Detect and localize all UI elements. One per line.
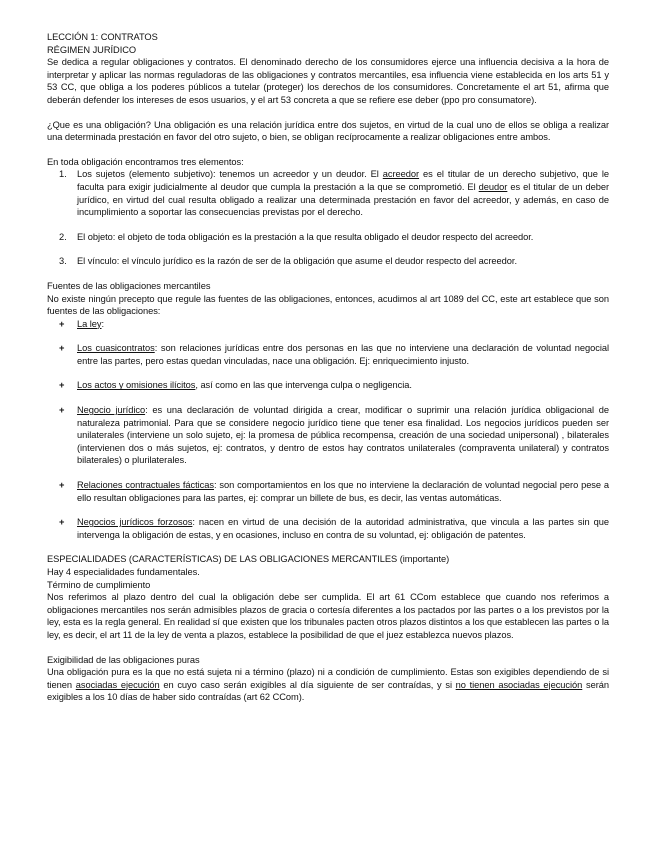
element-number: 2.	[59, 231, 67, 242]
term-paragraph: Nos referimos al plazo dentro del cual la obligación debe ser cumplida. El art 61 CCom establece que cuando nos referimos a obligaciones mercantiles nos serán admisibles plazos de gracia o cortesía diferentes a los pactados por las partes o a los previstos por la ley, esta es la regla general. En realidad sí que existen que los tribunales pacten otros plazos distintos a los que establecen las partes o la ley, es decir, el art 11 de la ley de venta a plazos, establece la posibilidad de que el juez establezca nuevos plazos.	[47, 592, 609, 640]
source-term: Los actos y omisiones ilícitos	[77, 380, 196, 391]
source-text: , así como en las que intervenga culpa o negligencia.	[195, 380, 412, 391]
element-number: 1.	[59, 169, 67, 180]
exigibility-heading: Exigibilidad de las obligaciones puras	[47, 654, 200, 665]
elements-intro: En toda obligación encontramos tres elementos:	[47, 156, 244, 167]
source-item	[47, 404, 609, 467]
term-heading: Término de cumplimiento	[47, 579, 151, 590]
lesson-title: LECCIÓN 1: CONTRATOS	[47, 32, 158, 42]
element-text: es el titular de un derecho subjetivo, que le faculta para exigir judicialmente al deudor que cumpla la prestación a la que se comprometió. El	[77, 169, 609, 192]
source-item	[47, 342, 609, 367]
exigibility-paragraph	[47, 666, 609, 704]
source-text: : nacen en virtud de una decisión de la autoridad administrativa, que vincula a las partes sin que intervenga la obligación de estas, y en ocasiones, incluso en contra de su voluntad, ej: obligación de patentes.	[77, 517, 609, 540]
source-term: La ley	[77, 318, 102, 329]
source-item	[47, 379, 609, 392]
bullet-icon: +	[59, 405, 65, 416]
source-term: Negocio jurídico	[77, 405, 146, 416]
bullet-icon: +	[59, 380, 65, 391]
term-asociadas-ejecucion: asociadas ejecución	[75, 679, 160, 690]
element-item-link	[47, 255, 609, 268]
exigibility-text: serán exigibles a los 10 días de haber sido contraídas (art 62 CCom).	[47, 679, 609, 703]
intro-paragraph: Se dedica a regular obligaciones y contratos. El denominado derecho de los consumidores ejerce una influencia decisiva a la hora de interpretar y aplicar las normas reguladoras de las obligaciones y contratos mercantiles, esa influencia viene establecida en los arts 51 y 53 CC, que obliga a los poderes públicos a tutelar (proteger) los derechos de los consumidores. Concretamente el art 51, afirma que deberán defender los intereses de esos usuarios, y el art 53 concreta a que se refiere ese deber (ppo pro consumatore).	[47, 57, 609, 105]
sources-list	[47, 318, 609, 542]
source-text: : son comportamientos en los que no interviene la declaración de voluntad negocial pero pese a ello resultan obligaciones para las partes, ej: comprar un billete de bus, es decir, las ventas automáticas.	[77, 480, 610, 503]
element-text: Los sujetos (elemento subjetivo): tenemos un acreedor y un deudor. El	[77, 169, 383, 180]
element-item-subjects	[47, 168, 609, 218]
bullet-icon: +	[59, 343, 65, 354]
sources-intro: No existe ningún precepto que regule las fuentes de las obligaciones, entonces, acudimos al art 1089 del CC, este art establece que son fuentes de las obligaciones:	[47, 293, 609, 317]
source-text: : son relaciones jurídicas entre dos personas en las que no interviene una declaración de voluntad negocial entre las partes, pero estas quedan vinculadas, nace una obligación. Ej: enriquecimiento injusto.	[77, 343, 609, 366]
special-heading: ESPECIALIDADES (CARACTERÍSTICAS) DE LAS OBLIGACIONES MERCANTILES (importante)	[47, 554, 450, 565]
source-term: Relaciones contractuales fácticas	[77, 480, 214, 491]
term-deudor: deudor	[478, 181, 508, 192]
element-item-object	[47, 231, 609, 244]
source-term: Negocios jurídicos forzosos	[77, 517, 193, 528]
special-count: Hay 4 especialidades fundamentales.	[47, 567, 200, 577]
exigibility-text: Una obligación pura es la que no está sujeta ni a término (plazo) ni a condición de cumplimiento. Estas son exigibles dependiendo de si tienen	[47, 667, 609, 690]
element-number: 3.	[59, 256, 67, 267]
elements-list	[47, 168, 609, 268]
bullet-icon: +	[59, 480, 65, 491]
exigibility-text: en cuyo caso serán exigibles al día siguiente de ser contraídas, y si	[159, 679, 456, 690]
source-item	[47, 318, 609, 331]
source-item	[47, 479, 609, 504]
source-text: : es una declaración de voluntad dirigida a crear, modificar o suprimir una relación jurídica obligacional de naturaleza patrimonial. Para que se considere negocio jurídico tiene que tener esa finalidad. Los negocios jurídicos pueden ser unilaterales (interviene un solo sujeto, ej: la promesa de pública recompensa, creación de una sociedad unipersonal) , bilaterales (intervienen dos o más sujetos, ej: contratos, y dentro de estos hay contratos unilaterales (compraventa unilateral) y contratos bilaterales) o plurilaterales.	[77, 405, 609, 466]
term-acreedor: acreedor	[382, 169, 420, 180]
source-term: Los cuasicontratos	[77, 343, 155, 354]
bullet-icon: +	[59, 318, 65, 329]
bullet-icon: +	[59, 517, 65, 528]
document-page	[47, 31, 609, 704]
element-text: El vínculo: el vínculo jurídico es la razón de ser de la obligación que asume el deudor respecto del acreedor.	[77, 256, 517, 267]
sources-heading: Fuentes de las obligaciones mercantiles	[47, 280, 211, 291]
element-text: es el titular de un deber jurídico, en virtud del cual resulta obligado a realizar una determinada prestación en favor del acreedor, y además, en caso de incumplimiento a soportar las consecuencias previstas por el derecho.	[77, 181, 609, 218]
question-paragraph: ¿Que es una obligación? Una obligación es una relación jurídica entre dos sujetos, en virtud de la cual uno de ellos se obliga a realizar una determinada prestación en favor del otro sujeto, o bien, se obligan recíprocamente a realizar obligaciones entre ambos.	[47, 119, 609, 143]
regimen-heading: RÉGIMEN JURÍDICO	[47, 44, 137, 55]
source-text: :	[101, 318, 105, 329]
source-item	[47, 516, 609, 541]
term-no-asociadas-ejecucion: no tienen asociadas ejecución	[455, 679, 583, 690]
element-text: El objeto: el objeto de toda obligación es la prestación a la que resulta obligado el deudor respecto del acreedor.	[77, 231, 534, 242]
